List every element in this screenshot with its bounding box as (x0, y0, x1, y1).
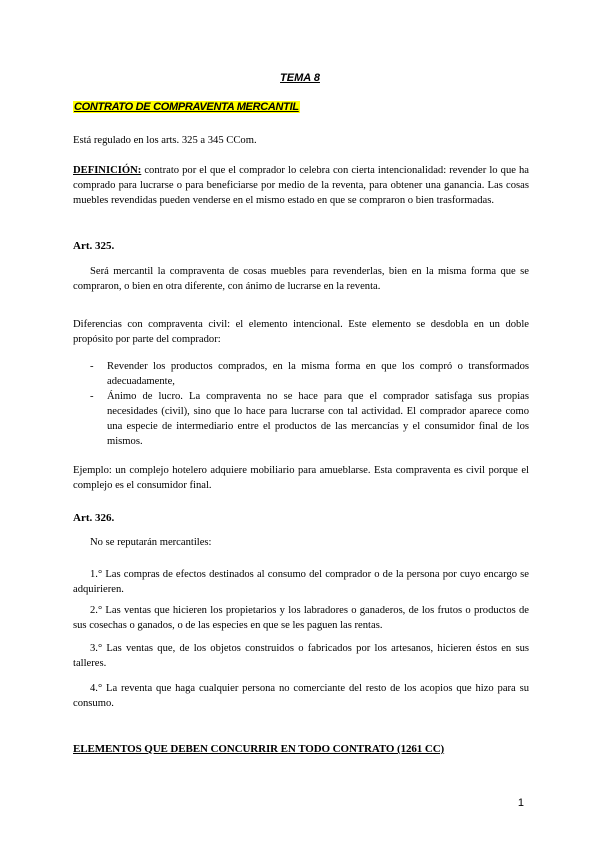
ejemplo-paragraph: Ejemplo: un complejo hotelero adquiere mobiliario para amueblarse. Esta compraventa es civil porque el complejo es el consumidor final. (73, 465, 529, 491)
art-326-item-3: 3.° Las ventas que, de los objetos construidos o fabricados por los artesanos, hicieren éstos en sus talleres. (73, 643, 529, 669)
intro-paragraph: Está regulado en los arts. 325 a 345 CCom. (73, 135, 257, 146)
definition-paragraph (73, 163, 529, 208)
art-326-intro: No se reputarán mercantiles: (90, 537, 212, 548)
page-number: 1 (517, 797, 524, 809)
elementos-heading: ELEMENTOS QUE DEBEN CONCURRIR EN TODO CONTRATO (1261 CC) (73, 743, 445, 755)
page-title: TEMA 8 (280, 72, 320, 84)
art-326-item-1: 1.° Las compras de efectos destinados al consumo del comprador o de la persona por cuyo encargo se adquirieren. (73, 569, 529, 595)
definition-label: DEFINICIÓN: (73, 165, 142, 176)
bullet-marker: - (90, 361, 94, 372)
diferencias-paragraph: Diferencias con compraventa civil: el elemento intencional. Este elemento se desdobla en un doble propósito por parte del comprador: (73, 319, 529, 345)
art-326-item-4: 4.° La reventa que haga cualquier persona no comerciante del resto de los acopios que hizo para su consumo. (73, 683, 529, 709)
section-heading: CONTRATO DE COMPRAVENTA MERCANTIL (74, 101, 299, 113)
art-325-title: Art. 325. (73, 240, 115, 252)
art-326-title: Art. 326. (73, 512, 115, 524)
bullet-marker: - (90, 391, 94, 402)
bullet-list (73, 359, 529, 449)
list-item: - Ánimo de lucro. La compraventa no se hace para que el comprador satisfaga sus propias necesidades (civil), sino que lo hace para lucrarse con tal actividad. El comprador aparece como una especie de intermediario entre el productos de las mercancías y el consumidor final de los mismos. (90, 391, 529, 447)
definition-text: contrato por el que el comprador lo celebra con cierta intencionalidad: revender lo que ha comprado para lucrarse o para beneficiarse por medio de la reventa, para obtener una ganancia. Las cosas muebles revendidas pueden venderse en el mismo estado en que se compraron o bien trasformadas. (73, 165, 529, 206)
list-item: - Revender los productos comprados, en la misma forma en que los compró o transformados adecuadamente, (90, 361, 529, 387)
art-326-item-2: 2.° Las ventas que hicieren los propietarios y los labradores o ganaderos, de los frutos o productos de sus cosechas o ganados, o de las especies en que se les paguen las rentas. (73, 605, 529, 631)
art-325-text: Será mercantil la compraventa de cosas muebles para revenderlas, bien en la misma forma que se compraron, o bien en otra diferente, con ánimo de lucrarse en la reventa. (73, 266, 529, 292)
